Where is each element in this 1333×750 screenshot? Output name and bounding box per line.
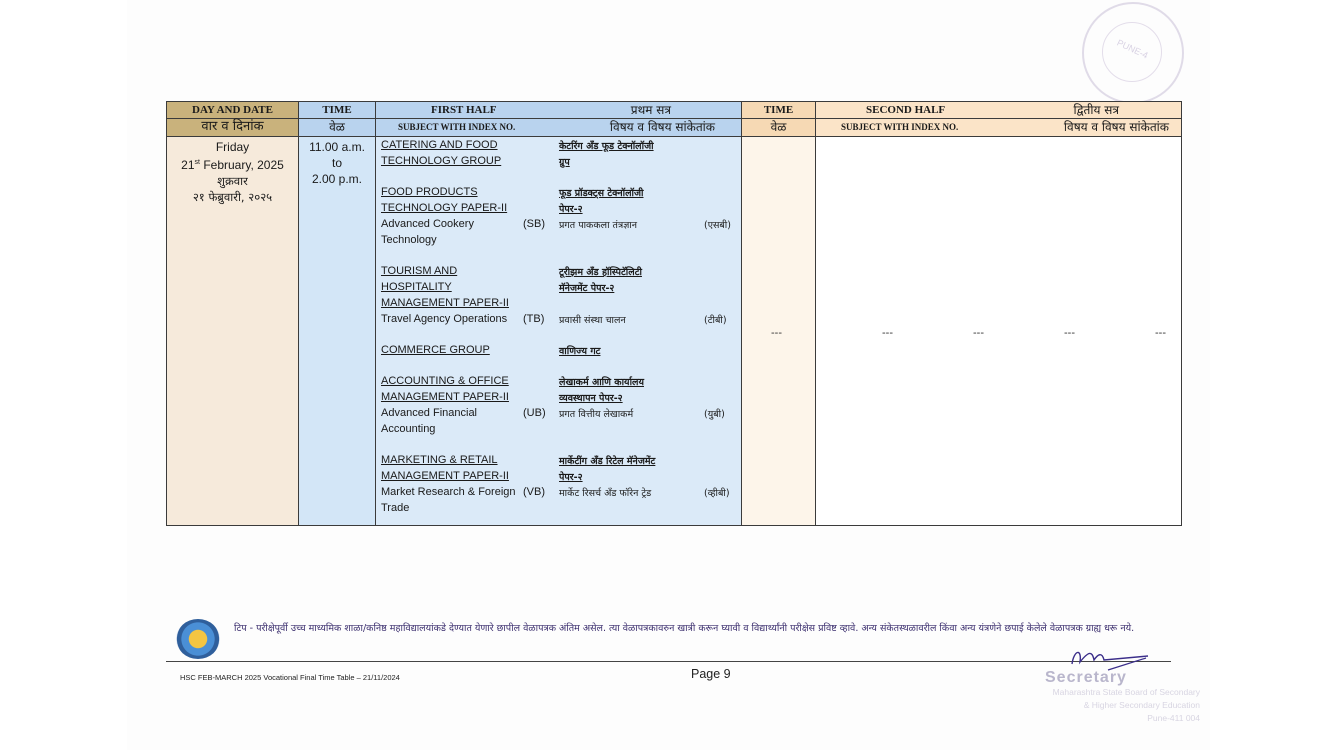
subject-name-en: TECHNOLOGY GROUP xyxy=(381,155,502,167)
secretary-stamp: Secretary xyxy=(1045,669,1127,686)
subject-name-mr: व्यवस्थापन पेपर-२ xyxy=(559,393,623,404)
dash-4: --- xyxy=(1155,327,1166,339)
subject-line xyxy=(376,344,741,360)
subject-name-en: Advanced Financial xyxy=(381,407,478,419)
header-subject-index: SUBJECT WITH INDEX NO. विषय व विषय सांकेतांक xyxy=(376,119,742,137)
board-emblem-icon xyxy=(176,619,220,659)
header-time-mr: वेळ xyxy=(299,119,376,137)
time-to: to xyxy=(331,156,342,170)
subject-name-en: FOOD PRODUCTS xyxy=(381,186,478,198)
subject-name-en: MARKETING & RETAIL xyxy=(381,454,498,466)
subject-name-en: HOSPITALITY xyxy=(381,281,452,293)
subject-line xyxy=(376,313,741,329)
dash-1: --- xyxy=(882,327,893,339)
subject-index-code-mr: (युबी) xyxy=(704,409,725,420)
subject-index-code-mr: (टीबी) xyxy=(704,315,727,326)
subject-line xyxy=(376,234,741,250)
subject-name-en: Market Research & Foreign xyxy=(381,486,516,498)
time-cell xyxy=(299,137,376,526)
header-time-second: TIME xyxy=(742,102,816,119)
subject-line xyxy=(376,454,741,470)
subject-line xyxy=(376,407,741,423)
header-subject-index-second: SUBJECT WITH INDEX NO. विषय व विषय सांकेतांक xyxy=(816,119,1182,137)
time-start: 11.00 a.m. xyxy=(309,140,365,154)
document-reference: HSC FEB-MARCH 2025 Vocational Final Time Table – 21/11/2024 xyxy=(180,673,400,682)
header-second-half: SECOND HALF द्वितीय सत्र xyxy=(816,102,1182,119)
subject-name-mr: केटरिंग अँड फूड टेक्नॉलॉजी xyxy=(559,141,654,152)
subject-name-en: COMMERCE GROUP xyxy=(381,344,490,356)
header-first-half: FIRST HALF प्रथम सत्र xyxy=(376,102,742,119)
subject-name-en: TECHNOLOGY PAPER-II xyxy=(381,202,508,214)
subject-index-code-mr: (एसबी) xyxy=(704,220,731,231)
subject-index-code-mr: (व्हीबी) xyxy=(704,488,730,499)
subject-line xyxy=(376,423,741,439)
footer-note: टिप - परीक्षेपूर्वी उच्च माध्यमिक शाळा/कनिष्ठ महाविद्यालयांकडे देण्यात येणारे छापील वेळापत्रक अंतिम असेल. त्या वेळापत्रकावरुन खात्री करून घ्यावी व विद्यार्थ्यांनी परीक्षेस प्रविष्ट व्हावे. अन्य संकेतस्थळावरील किंवा अन्य यंत्रणेने छपाई केलेले वेळापत्रक ग्राह्य धरू नये. xyxy=(234,623,1135,634)
subject-name-mr: प्रगत वित्तीय लेखाकर्म xyxy=(559,409,634,420)
subject-name-mr: पेपर-२ xyxy=(559,472,583,483)
day-cell xyxy=(167,137,299,526)
subject-name-mr: वाणिज्य गट xyxy=(559,346,601,357)
subject-line xyxy=(376,186,741,202)
subject-name-mr: मार्केटींग अँड रिटेल मॅनेजमेंट xyxy=(559,456,656,467)
subject-name-en: Accounting xyxy=(381,423,436,435)
subject-name-en: Trade xyxy=(381,502,410,514)
footer-divider xyxy=(166,661,1171,662)
subject-line xyxy=(376,265,741,281)
subject-name-en: Technology xyxy=(381,234,437,246)
header-day-date-mr: वार व दिनांक xyxy=(167,119,299,137)
board-stamp: Maharashtra State Board of Secondary & Higher Secondary Education Pune-411 004 xyxy=(1052,687,1200,723)
subject-name-en: ACCOUNTING & OFFICE xyxy=(381,375,509,387)
header-time-second-mr: वेळ xyxy=(742,119,816,137)
dash-2: --- xyxy=(973,327,984,339)
subject-index-code: (SB) xyxy=(523,218,545,230)
subject-line xyxy=(376,470,741,486)
subject-name-mr: मार्केट रिसर्च अँड फॉरेन ट्रेड xyxy=(559,488,652,499)
subject-line xyxy=(376,202,741,218)
subject-line xyxy=(376,486,741,502)
subject-index-code: (TB) xyxy=(523,313,545,325)
subject-name-mr: लेखाकर्म आणि कार्यालय xyxy=(559,377,644,388)
subject-name-mr: ग्रुप xyxy=(559,157,570,168)
subject-line xyxy=(376,502,741,518)
weekday-mr: शुक्रवार xyxy=(217,174,248,188)
header-day-date: DAY AND DATE xyxy=(167,102,299,119)
subject-name-en: TOURISM AND xyxy=(381,265,458,277)
subject-name-en: Advanced Cookery xyxy=(381,218,474,230)
second-half-cell xyxy=(816,137,1182,526)
subject-name-en: CATERING AND FOOD xyxy=(381,139,498,151)
subject-line xyxy=(376,218,741,234)
weekday-en: Friday xyxy=(215,140,250,154)
subject-name-mr: फूड प्रॉडक्ट्स टेक्नॉलॉजी xyxy=(559,188,644,199)
subject-line xyxy=(376,281,741,297)
subject-name-en: Travel Agency Operations xyxy=(381,313,508,325)
page-number: Page 9 xyxy=(691,667,731,681)
subject-name-mr: प्रवासी संस्था चालन xyxy=(559,315,626,326)
timetable xyxy=(166,101,1182,526)
subject-index-code: (UB) xyxy=(523,407,546,419)
subject-name-mr: टूरीझम अँड हॉस्पिटॅलिटी xyxy=(559,267,642,278)
subject-name-mr: मॅनेजमेंट पेपर-२ xyxy=(559,283,615,294)
first-half-subjects xyxy=(376,137,742,526)
subject-name-en: MANAGEMENT PAPER-II xyxy=(381,391,509,403)
time-end: 2.00 p.m. xyxy=(311,172,363,186)
subject-index-code: (VB) xyxy=(523,486,545,498)
subject-line xyxy=(376,297,741,313)
subject-line xyxy=(376,139,741,155)
subject-name-mr: पेपर-२ xyxy=(559,204,583,215)
subject-name-mr: प्रगत पाककला तंत्रज्ञान xyxy=(559,220,638,231)
header-time: TIME xyxy=(299,102,376,119)
second-time-cell xyxy=(742,137,816,526)
date-en: 21st February, 2025 xyxy=(181,158,284,172)
date-mr: २१ फेब्रुवारी, २०२५ xyxy=(192,190,273,204)
board-seal-watermark: PUNE-4 xyxy=(1082,2,1184,104)
subject-name-en: MANAGEMENT PAPER-II xyxy=(381,470,509,482)
dash-time: --- xyxy=(771,327,782,339)
dash-3: --- xyxy=(1064,327,1075,339)
subject-line xyxy=(376,155,741,171)
subject-name-en: MANAGEMENT PAPER-II xyxy=(381,297,509,309)
subject-line xyxy=(376,391,741,407)
subject-line xyxy=(376,375,741,391)
